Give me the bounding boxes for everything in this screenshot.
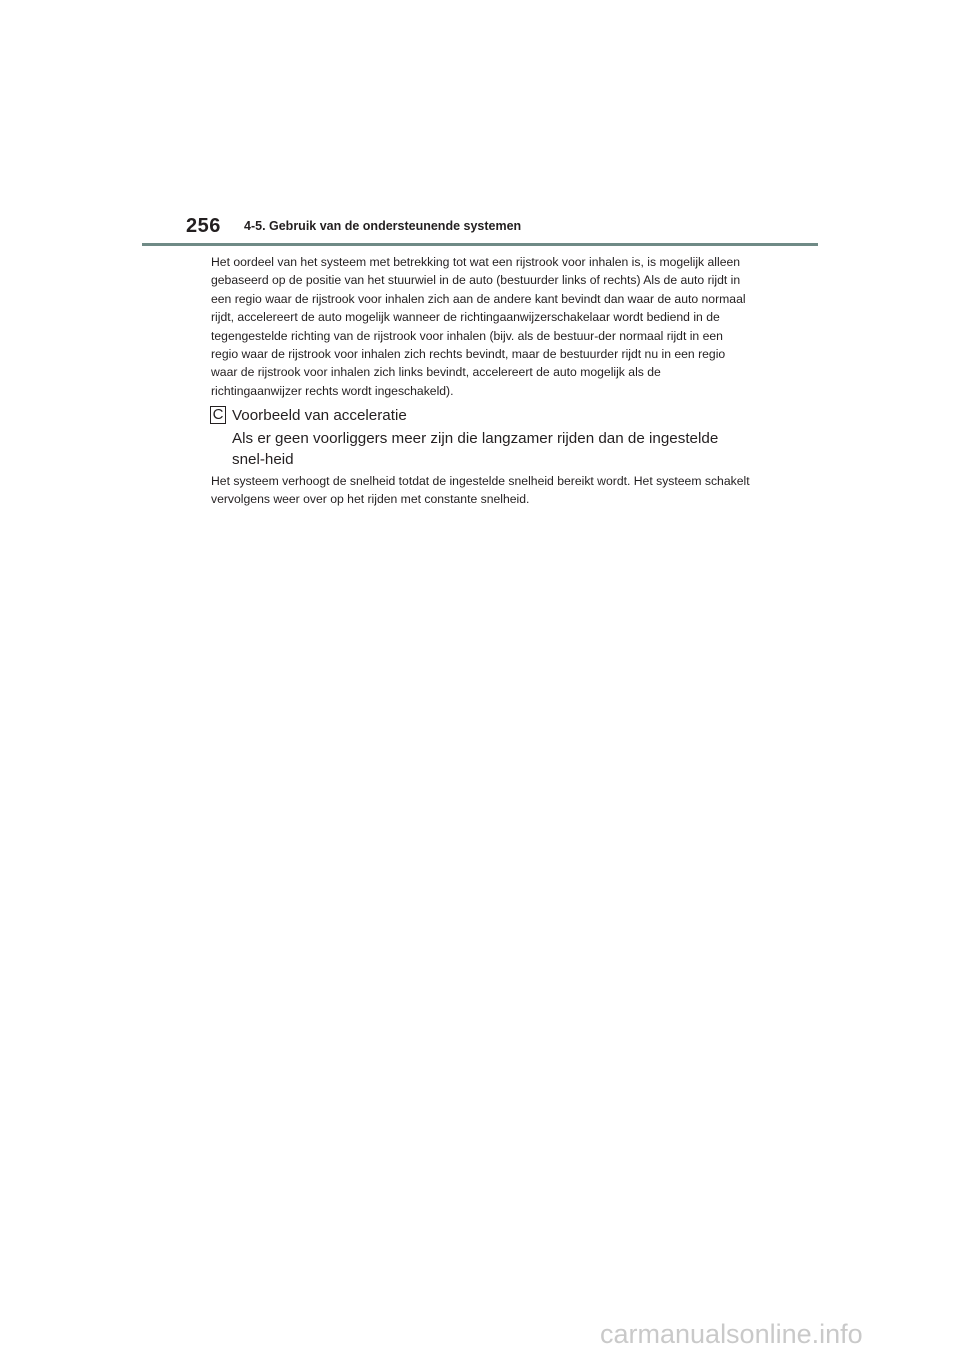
paragraph-speed-increase: Het systeem verhoogt de snelheid totdat de ingestelde snelheid bereikt wordt. Het systeem schakelt vervolgens weer over op het rijden met constante snelheid.: [211, 474, 750, 507]
watermark: carmanualsonline.info: [600, 1319, 863, 1349]
sub-heading-detail: Als er geen voorliggers meer zijn die langzamer rijden dan de ingestelde snel-heid: [232, 430, 719, 468]
sub-heading: Voorbeeld van acceleratie: [232, 407, 407, 424]
paragraph-steering-position: Het oordeel van het systeem met betrekking tot wat een rijstrook voor inhalen is, is mogelijk alleen gebaseerd op de positie van het stuurwiel in de auto (bestuurder links of rechts) Als de auto rijdt in een regio waar de rijstrook voor inhalen zich aan de andere kant bevindt dan waar de auto normaal rijdt, accelereert de auto mogelijk wanneer de richtingaanwijzerschakelaar wordt bediend in de tegengestelde richting van de rijstrook voor inhalen (bijv. als de bestuur-der normaal rijdt in een regio waar de rijstrook voor inhalen zich rechts bevindt, maar de bestuurder rijdt nu in een regio waar de rijstrook voor inhalen zich links bevindt, accelereert de auto mogelijk als de richtingaanwijzer rechts wordt ingeschakeld).: [211, 255, 746, 398]
page-number: 256: [186, 215, 221, 237]
section-marker-c: C: [210, 406, 226, 424]
section-title: 4-5. Gebruik van de ondersteunende systemen: [244, 219, 522, 233]
header-divider: [142, 243, 818, 246]
